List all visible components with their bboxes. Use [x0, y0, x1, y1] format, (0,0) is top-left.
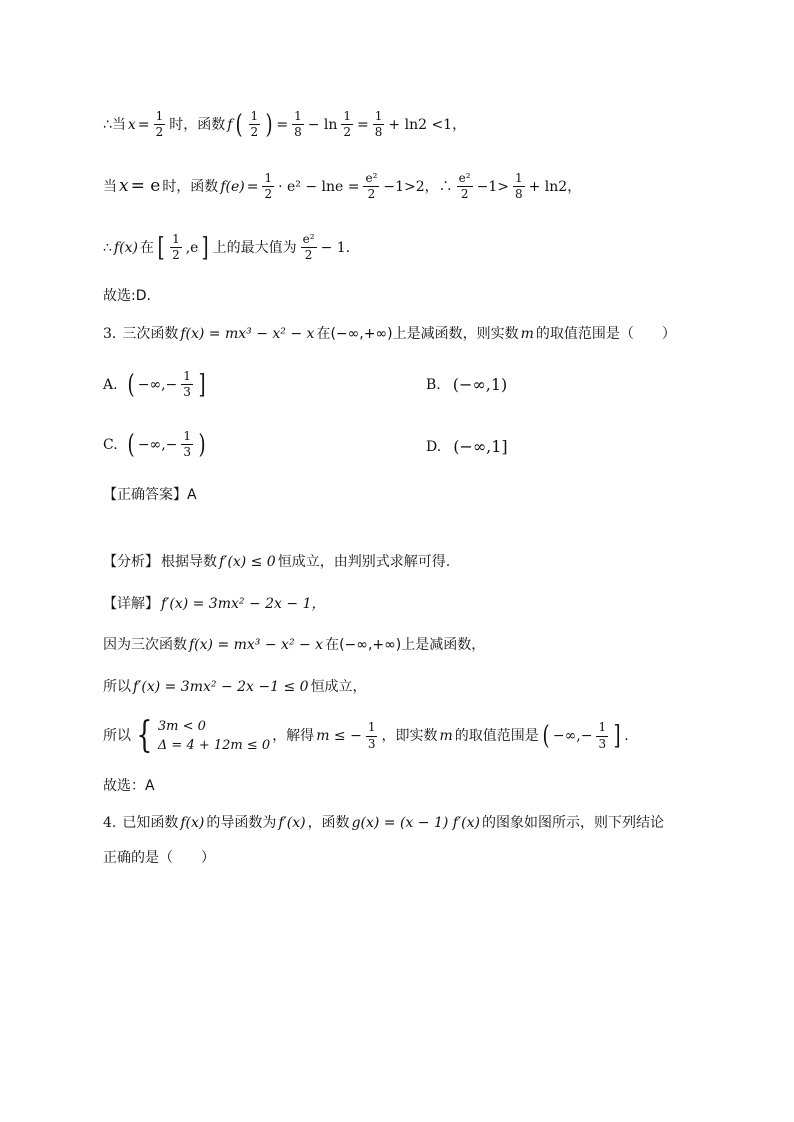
text: 三次函数	[122, 326, 179, 342]
fx: f(x)	[180, 815, 205, 831]
m: m	[439, 728, 453, 744]
text: 恒成立，	[310, 679, 367, 695]
question-4-line-2: 正确的是（ ）	[103, 850, 215, 866]
option-d[interactable]	[426, 439, 508, 455]
minus-ln: − ln	[307, 116, 338, 133]
detail	[103, 597, 325, 611]
fraction: $\frac{1}{2}$	[155, 109, 164, 140]
tail: + ln2，	[528, 178, 582, 195]
text: 的取值范围是	[454, 728, 539, 744]
fpx: f′(x)	[278, 815, 306, 831]
text: ，即实数	[381, 728, 438, 744]
so-line-2: 所以 { 3m < 0 Δ = 4 + 12m ≤ 0 ，解得 m ≤ − $\frac{1}{3}$ ，即实数 m 的取值范围是 ( −∞,− $\frac{1}{3}$ ] .	[103, 715, 629, 756]
m-le: m ≤ −	[316, 728, 362, 744]
text: ，函数	[307, 815, 350, 831]
formula: f(x) = mx³ − x² − x	[189, 637, 324, 653]
answer-d: 故选:D.	[103, 288, 151, 304]
q-number: 4.	[103, 815, 117, 831]
fraction: $\frac{1}{8}$	[374, 109, 383, 140]
equation-system: { 3m < 0 Δ = 4 + 12m ≤ 0	[136, 715, 271, 756]
fraction: $\frac{1}{3}$	[183, 429, 192, 460]
analysis	[103, 555, 450, 569]
option-label: A.	[103, 376, 118, 393]
line-max-value: ∴ f(x) 在 [ $\frac{1}{2}$ ,e ] 上的最大值为 $\frac{\text{e²}}{2}$ − 1.	[103, 232, 351, 263]
so-line-1	[103, 680, 367, 694]
gx: g(x) = (x − 1) f′(x)	[351, 815, 480, 831]
text: 在(−∞,+∞)上是减函数，则实数	[316, 326, 519, 342]
text: 在	[139, 239, 154, 256]
fraction: $\frac{1}{2}$	[264, 171, 273, 202]
fraction: $\frac{\text{e²}}{2}$	[458, 171, 471, 202]
fraction: $\frac{1}{2}$	[172, 232, 180, 263]
tail: + ln2 <1，	[388, 116, 467, 133]
after: −1>2，∴	[383, 178, 453, 195]
range-pre: −∞,−	[552, 728, 593, 744]
fraction: $\frac{1}{3}$	[598, 720, 607, 751]
text: ∴当	[103, 116, 126, 133]
question-3	[103, 327, 676, 341]
fraction: $\frac{\text{e²}}{2}$	[302, 232, 315, 263]
formula: f′(x) = 3mx² − 2x −1 ≤ 0	[133, 679, 309, 695]
text: 已知函数	[122, 815, 179, 831]
text: 上的最大值为	[212, 239, 297, 256]
sys-eq-2: Δ = 4 + 12m ≤ 0	[157, 738, 271, 753]
m: m	[520, 326, 534, 342]
text: 当	[103, 178, 117, 195]
f-e: f(e)	[220, 178, 245, 195]
after2: −1>	[476, 178, 509, 195]
formula: f′(x) = 3mx² − 2x − 1，	[161, 596, 326, 612]
q-number: 3.	[103, 326, 117, 342]
text: 的取值范围是（ ）	[535, 326, 676, 342]
mid: · e² − lne =	[278, 178, 360, 195]
text: 的图象如图所示，则下列结论	[481, 815, 664, 831]
text: 的导函数为	[206, 815, 277, 831]
analysis-label: 【分析】	[103, 554, 159, 570]
text: 恒成立，由判别式求解可得.	[277, 554, 451, 570]
fraction: $\frac{\text{e²}}{2}$	[365, 171, 378, 202]
option-label: C.	[103, 436, 118, 453]
dot: .	[624, 728, 629, 744]
eq-e: = e	[130, 176, 161, 197]
because-line	[103, 638, 485, 652]
fraction: $\frac{1}{2}$	[250, 109, 259, 140]
fraction: $\frac{1}{3}$	[183, 369, 191, 400]
correct-answer: 【正确答案】A	[103, 487, 197, 503]
fraction: $\frac{1}{3}$	[367, 720, 376, 751]
formula: f′(x) ≤ 0	[219, 554, 276, 570]
var-x: x	[127, 116, 136, 133]
option-value: (−∞,1]	[453, 437, 508, 456]
text: 根据导数	[161, 554, 217, 570]
text: ，解得	[272, 728, 315, 744]
option-c[interactable]: C. ( −∞,− $\frac{1}{3}$ )	[103, 429, 206, 460]
text: 所以	[103, 679, 131, 695]
comma-e: ,e	[185, 239, 199, 256]
line-f-e	[103, 172, 581, 201]
option-pre: −∞,−	[137, 376, 178, 393]
option-label: D.	[426, 439, 442, 455]
option-label: B.	[426, 377, 441, 393]
question-4	[103, 816, 664, 830]
fx: f(x)	[113, 239, 138, 256]
option-pre: −∞,−	[137, 436, 178, 453]
therefore: ∴	[103, 239, 112, 256]
var-x: x	[119, 176, 129, 197]
text: 时，函数	[162, 178, 219, 195]
equals: =	[137, 116, 150, 133]
option-value: (−∞,1)	[452, 375, 508, 394]
fraction: $\frac{1}{8}$	[514, 171, 523, 202]
f: f	[227, 116, 233, 133]
text: 所以	[103, 728, 131, 744]
line-f-half: ∴当 x = $\frac{1}{2}$ 时，函数 f ( $\frac{1}{2}$ ) = $\frac{1}{8}$ − ln $\frac{1}{2}$ = $\frac{1}{8}$ + ln2 <1，	[103, 109, 467, 140]
detail-label: 【详解】	[103, 596, 159, 612]
fraction: $\frac{1}{2}$	[343, 109, 352, 140]
equals: =	[246, 178, 259, 195]
text: 因为三次函数	[103, 637, 187, 653]
option-b[interactable]	[426, 377, 507, 393]
equals: =	[357, 116, 369, 133]
tail: − 1.	[320, 239, 351, 256]
formula: f(x) = mx³ − x² − x	[180, 326, 315, 342]
text: 时，函数	[169, 116, 226, 133]
equals: =	[276, 116, 289, 133]
answer-a: 故选：A	[103, 778, 155, 794]
fraction: $\frac{1}{8}$	[294, 109, 302, 140]
sys-eq-1: 3m < 0	[157, 719, 206, 734]
option-a[interactable]: A. ( −∞,− $\frac{1}{3}$ ]	[103, 369, 206, 400]
text: 在(−∞,+∞)上是减函数，	[325, 637, 486, 653]
